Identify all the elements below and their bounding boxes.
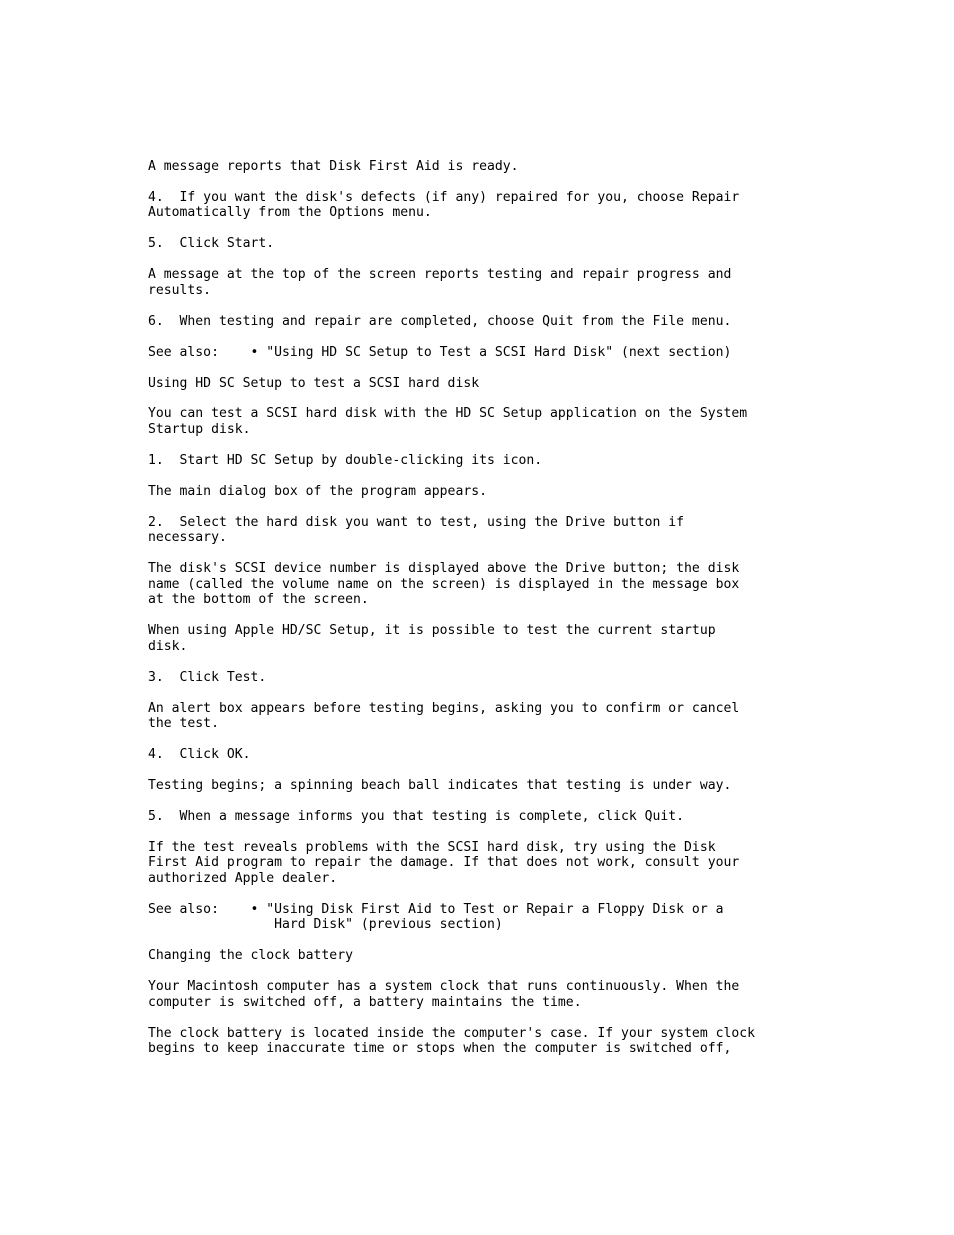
step-3-click-test: 3. Click Test. <box>148 669 267 685</box>
step-6-quit: 6. When testing and repair are completed, choose Quit from the File menu. <box>148 313 732 329</box>
paragraph-ready-message: A message reports that Disk First Aid is ready. <box>148 159 519 174</box>
paragraph-hd-sc-intro: You can test a SCSI hard disk with the HD SC Setup application on the System Startup disk. <box>148 406 748 438</box>
paragraph-progress-message: A message at the top of the screen reports testing and repair progress and results. <box>148 267 732 298</box>
step-4-click-ok: 4. Click OK. <box>148 747 251 763</box>
step-2-select-disk: 2. Select the hard disk you want to test, using the Drive button if necessary. <box>148 514 685 546</box>
paragraph-system-clock: Your Macintosh computer has a system clock that runs continuously. When the computer is switched off, a battery maintains the time. <box>148 979 740 1010</box>
step-5-click-quit: 5. When a message informs you that testing is complete, click Quit. <box>148 808 685 824</box>
paragraph-problems-advice: If the test reveals problems with the SCSI hard disk, try using the Disk First Aid program to repair the damage. If that does not work, consult your authorized Apple dealer. <box>148 839 740 886</box>
paragraph-testing-begins: Testing begins; a spinning beach ball indicates that testing is under way. <box>148 778 732 793</box>
section-heading-clock-battery: Changing the clock battery <box>148 948 353 964</box>
step-5-click-start: 5. Click Start. <box>148 236 275 252</box>
paragraph-startup-disk-note: When using Apple HD/SC Setup, it is possible to test the current startup disk. <box>148 623 716 654</box>
paragraph-alert-box: An alert box appears before testing begins, asking you to confirm or cancel the test. <box>148 700 740 732</box>
step-1-start-hd-sc-setup: 1. Start HD SC Setup by double-clicking its icon. <box>148 452 543 468</box>
document-page <box>148 159 928 1072</box>
paragraph-scsi-device-number: The disk's SCSI device number is displayed above the Drive button; the disk name (called the volume name on the screen) is displayed in the message box at the bottom of the screen. <box>148 561 740 608</box>
see-also-disk-first-aid: See also: • "Using Disk First Aid to Test or Repair a Floppy Disk or a Hard Disk" (previous section) <box>148 901 724 933</box>
see-also-hd-sc-setup: See also: • "Using HD SC Setup to Test a SCSI Hard Disk" (next section) <box>148 344 732 360</box>
paragraph-clock-battery-location: The clock battery is located inside the computer's case. If your system clock begins to keep inaccurate time or stops when the computer is switched off, <box>148 1025 755 1057</box>
paragraph-main-dialog: The main dialog box of the program appears. <box>148 483 487 499</box>
section-heading-hd-sc-setup: Using HD SC Setup to test a SCSI hard disk <box>148 375 480 391</box>
step-4-repair-automatically: 4. If you want the disk's defects (if any) repaired for you, choose Repair Automatically from the Options menu. <box>148 189 740 221</box>
